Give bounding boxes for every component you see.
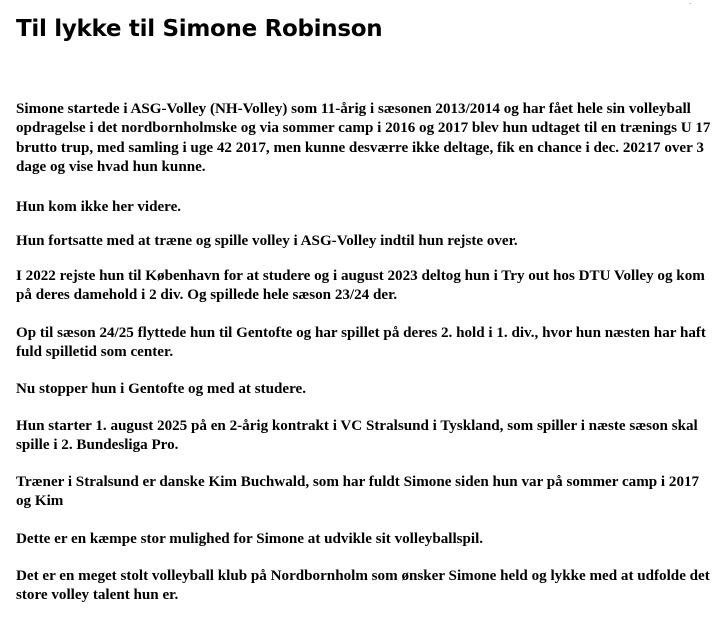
article-paragraph: Dette er en kæmpe stor mulighed for Simone at udvikle sit volleyballspil.	[16, 531, 484, 547]
article-paragraph: Hun starter 1. august 2025 på en 2-årig kontrakt i VC Stralsund i Tyskland, som spiller i næste sæson skal spille i 2. Bundesliga Pro.	[16, 418, 698, 454]
article-paragraph: I 2022 rejste hun til København for at studere og i august 2023 deltog hun i Try out hos DTU Volley og kom på deres damehold i 2 div. Og spillede hele sæson 23/24 der.	[16, 268, 705, 304]
article-paragraph-closing: Det er en meget stolt volleyball klub på Nordbornholm som ønsker Simone held og lykke med at udfolde det store volley talent hun er.	[16, 568, 710, 604]
article-paragraph: Hun fortsatte med at træne og spille volley i ASG-Volley indtil hun rejste over.	[16, 233, 518, 249]
article-paragraph: Op til sæson 24/25 flyttede hun til Gentofte og har spillet på deres 2. hold i 1. div., hvor hun næsten har haft fuld spilletid som center.	[16, 325, 706, 361]
article-paragraph: Hun kom ikke her videre.	[16, 199, 182, 215]
article-title: Til lykke til Simone Robinson	[16, 16, 383, 42]
article-paragraph: Nu stopper hun i Gentofte og med at studere.	[16, 381, 307, 397]
page-corner-mark: ·	[689, 0, 692, 8]
article-paragraph: Træner i Stralsund er danske Kim Buchwald, som har fuldt Simone siden hun var på sommer camp i 2017 og Kim	[16, 474, 700, 510]
article-paragraph-intro: Simone startede i ASG-Volley (NH-Volley) som 11-årig i sæsonen 2013/2014 og har fået hele sin volleyball opdragelse i det nordbornholmske og via sommer camp i 2016 og 2017 blev hun udtaget til en trænings U 17 brutto trup, med samling i uge 42 2017, men kunne desværre ikke deltage, fik en chance i dec. 20217 over 3 dage og vise hvad hun kunne.	[16, 101, 711, 175]
